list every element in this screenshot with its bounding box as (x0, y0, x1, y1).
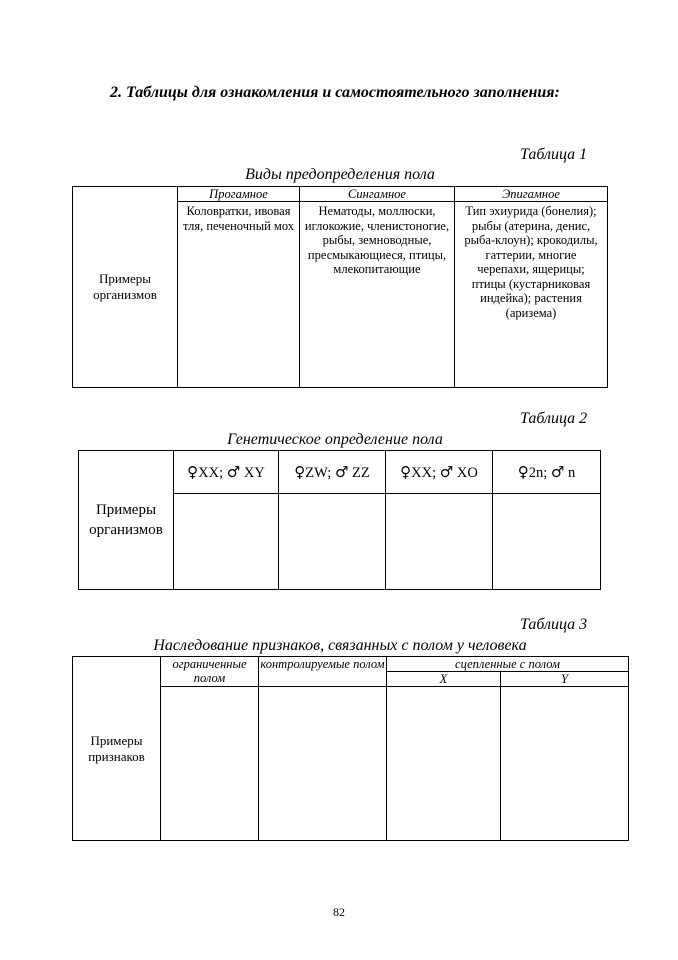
table2-header-2n-n (493, 451, 601, 494)
table3-row-label-cell (73, 657, 161, 841)
table1 (72, 186, 608, 388)
genotype-female: ZW; (305, 464, 332, 481)
table2-header-xx-xy (174, 451, 279, 494)
table1-header-syngamic: Сингамное (300, 187, 455, 202)
table3-empty-cell[interactable] (387, 687, 501, 841)
table1-row-label: Примеры организмов (93, 271, 157, 302)
table3-subheader-x: X (387, 672, 501, 687)
female-symbol-icon: ♀ (187, 462, 199, 481)
table3-empty-cell[interactable] (501, 687, 629, 841)
table3-caption: Наследование признаков, связанных с полом у человека (153, 637, 527, 654)
table2-empty-cell[interactable] (386, 494, 493, 590)
table2-empty-cell[interactable] (279, 494, 386, 590)
male-symbol-icon: ♂ (334, 462, 349, 481)
section-title: 2. Таблицы для ознакомления и самостоятельного заполнения: (110, 84, 560, 101)
table2 (78, 450, 601, 590)
genotype-male: n (567, 464, 576, 481)
table2-row-label: Примеры организмов (89, 502, 163, 538)
genotype-male: XY (243, 464, 265, 481)
table2-caption: Генетическое определение пола (227, 431, 443, 448)
table3-header-sex-limited: ограниченные полом (161, 657, 259, 687)
table1-header-progamic: Прогамное (178, 187, 300, 202)
genotype-female: XX; (411, 464, 437, 481)
page-number: 82 (333, 905, 345, 919)
genotype-male: XO (456, 464, 478, 481)
table1-row-label-cell (73, 187, 178, 388)
genotype-male: ZZ (352, 464, 370, 481)
table1-cell-syngamic: Нематоды, моллюски, иглокожие, членистоногие, рыбы, земноводные, пресмыкающиеся, птицы, млекопитающие (300, 202, 455, 388)
table3-empty-cell[interactable] (259, 687, 387, 841)
table3-header-sex-controlled: контролируемые полом (259, 657, 387, 687)
male-symbol-icon: ♂ (226, 462, 241, 481)
table2-empty-cell[interactable] (174, 494, 279, 590)
genotype-female: XX; (198, 464, 224, 481)
male-symbol-icon: ♂ (550, 462, 565, 481)
table3-empty-cell[interactable] (161, 687, 259, 841)
female-symbol-icon: ♀ (400, 462, 412, 481)
table2-row-label-cell (79, 451, 174, 590)
genotype-female: 2n; (528, 464, 548, 481)
table3-header-sex-linked: сцепленные с полом (387, 657, 629, 672)
table1-caption: Виды предопределения пола (245, 166, 435, 183)
table3-label: Таблица 3 (520, 616, 588, 633)
table1-label: Таблица 1 (520, 146, 588, 163)
female-symbol-icon: ♀ (294, 462, 306, 481)
male-symbol-icon: ♂ (439, 462, 454, 481)
table2-header-xx-xo (386, 451, 493, 494)
table3-row-label: Примеры признаков (88, 732, 145, 764)
table2-label: Таблица 2 (520, 410, 588, 427)
table3 (72, 656, 629, 841)
table1-cell-epigamic: Тип эхиурида (бонелия); рыбы (атерина, денис, рыба-клоун); крокодилы, гаттерии, многие черепахи, ящерицы; птицы (кустарниковая индейка); растения (аризема) (455, 202, 608, 388)
table2-header-zw-zz (279, 451, 386, 494)
table1-header-epigamic: Эпигамное (455, 187, 608, 202)
table3-subheader-y: Y (501, 672, 629, 687)
table2-empty-cell[interactable] (493, 494, 601, 590)
table1-cell-progamic: Коловратки, ивовая тля, печеночный мох (178, 202, 300, 388)
female-symbol-icon: ♀ (517, 462, 529, 481)
